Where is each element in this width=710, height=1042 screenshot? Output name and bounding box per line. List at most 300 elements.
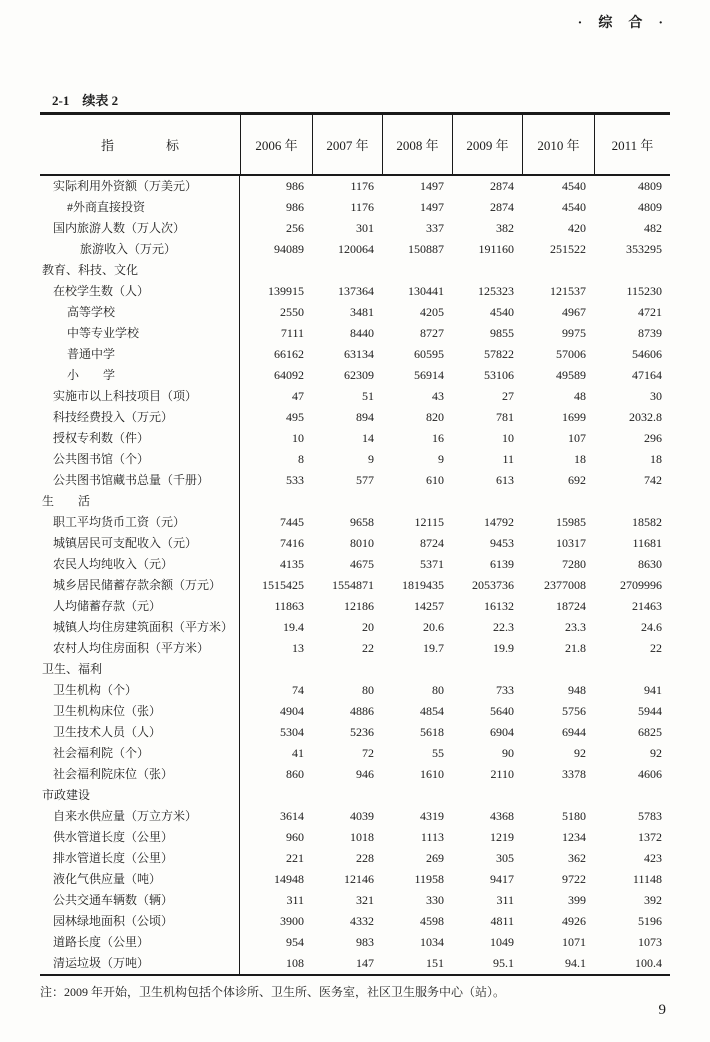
table-row	[40, 701, 670, 722]
cell-value: 22.3	[493, 620, 514, 634]
cell-value	[594, 659, 670, 680]
cell-value: 1219	[490, 830, 514, 844]
cell-value: 7280	[562, 557, 586, 571]
section-header-row	[40, 491, 670, 512]
cell-value: 64092	[274, 368, 304, 382]
row-label: 小 学	[40, 365, 240, 386]
cell-value: 6904	[490, 725, 514, 739]
row-label: 社会福利院床位（张）	[40, 764, 240, 785]
chapter-header: · 综 合 ·	[577, 16, 664, 31]
cell-value: 21463	[632, 599, 662, 613]
cell-value: 62309	[344, 368, 374, 382]
cell-value: 4904	[280, 704, 304, 718]
cell-value: 1018	[350, 830, 374, 844]
cell-value: 9453	[490, 536, 514, 550]
cell-value: 12186	[344, 599, 374, 613]
cell-value: 14792	[484, 515, 514, 529]
row-label: 中等专业学校	[40, 323, 240, 344]
cell-value: 4205	[420, 305, 444, 319]
cell-value: 1372	[638, 830, 662, 844]
cell-value: 95.1	[493, 956, 514, 970]
cell-value: 21.8	[565, 641, 586, 655]
row-label: 道路长度（公里）	[40, 932, 240, 953]
cell-value: 8739	[638, 326, 662, 340]
cell-value: 94.1	[565, 956, 586, 970]
cell-value: 781	[496, 410, 514, 424]
cell-value: 14257	[414, 599, 444, 613]
table-row	[40, 512, 670, 533]
cell-value: 92	[650, 746, 662, 760]
cell-value: 18724	[556, 599, 586, 613]
cell-value: 3900	[280, 914, 304, 928]
year-header-cell: 2011 年	[594, 115, 670, 174]
table-row	[40, 806, 670, 827]
cell-value: 1497	[420, 200, 444, 214]
row-label: 国内旅游人数（万人次）	[40, 218, 240, 239]
table-row	[40, 176, 670, 197]
statistics-table	[40, 112, 670, 976]
cell-value: 5944	[638, 704, 662, 718]
cell-value: 80	[362, 683, 374, 697]
cell-value: 1176	[350, 179, 374, 193]
row-label: 旅游收入（万元）	[40, 239, 240, 260]
table-row	[40, 596, 670, 617]
cell-value: 4675	[350, 557, 374, 571]
cell-value	[382, 785, 452, 806]
table-row	[40, 197, 670, 218]
table-row	[40, 911, 670, 932]
cell-value: 2550	[280, 305, 304, 319]
table-row	[40, 428, 670, 449]
year-header-cell: 2008 年	[382, 115, 452, 174]
row-label: 卫生机构床位（张）	[40, 701, 240, 722]
cell-value: 139915	[268, 284, 304, 298]
cell-value: 5783	[638, 809, 662, 823]
cell-value: 23.3	[565, 620, 586, 634]
cell-value: 10	[502, 431, 514, 445]
cell-value: 22	[362, 641, 374, 655]
row-label: 在校学生数（人）	[40, 281, 240, 302]
cell-value: 860	[286, 767, 304, 781]
row-label: 园林绿地面积（公顷）	[40, 911, 240, 932]
cell-value: 4332	[350, 914, 374, 928]
table-row	[40, 890, 670, 911]
cell-value: 1497	[420, 179, 444, 193]
cell-value: 11148	[632, 872, 662, 886]
cell-value: 4854	[420, 704, 444, 718]
table-row	[40, 386, 670, 407]
row-label: 液化气供应量（吨）	[40, 869, 240, 890]
row-label: 生 活	[40, 491, 240, 512]
cell-value: 6825	[638, 725, 662, 739]
page-number: 9	[658, 1002, 666, 1018]
cell-value: 1819435	[402, 578, 444, 592]
cell-value: 9658	[350, 515, 374, 529]
cell-value: 1034	[420, 935, 444, 949]
cell-value: 2709996	[620, 578, 662, 592]
cell-value: 4721	[638, 305, 662, 319]
cell-value: 13	[292, 641, 304, 655]
cell-value: 311	[496, 893, 514, 907]
cell-value: 392	[644, 893, 662, 907]
row-label: 人均储蓄存款（元）	[40, 596, 240, 617]
table-header-row	[40, 112, 670, 176]
cell-value: 4606	[638, 767, 662, 781]
cell-value: 47	[292, 389, 304, 403]
table-row	[40, 869, 670, 890]
cell-value: 90	[502, 746, 514, 760]
cell-value: 12115	[414, 515, 444, 529]
cell-value: 11	[502, 452, 514, 466]
cell-value	[312, 260, 382, 281]
year-header-cell: 2006 年	[240, 115, 312, 174]
cell-value: 18	[574, 452, 586, 466]
cell-value	[522, 491, 594, 512]
cell-value: 9	[368, 452, 374, 466]
cell-value: 4039	[350, 809, 374, 823]
cell-value: 353295	[626, 242, 662, 256]
cell-value: 5236	[350, 725, 374, 739]
table-row	[40, 848, 670, 869]
cell-value: 362	[568, 851, 586, 865]
cell-value: 4540	[562, 179, 586, 193]
cell-value: 56914	[414, 368, 444, 382]
cell-value: 27	[502, 389, 514, 403]
cell-value: 1073	[638, 935, 662, 949]
cell-value: 92	[574, 746, 586, 760]
cell-value: 4967	[562, 305, 586, 319]
table-row	[40, 302, 670, 323]
cell-value: 4809	[638, 200, 662, 214]
cell-value: 74	[292, 683, 304, 697]
cell-value: 2874	[490, 200, 514, 214]
cell-value: 125323	[478, 284, 514, 298]
year-header-cell: 2009 年	[452, 115, 522, 174]
table-row	[40, 827, 670, 848]
cell-value: 5371	[420, 557, 444, 571]
cell-value: 51	[362, 389, 374, 403]
row-label: 公共交通车辆数（辆）	[40, 890, 240, 911]
cell-value: 8010	[350, 536, 374, 550]
cell-value: 4540	[490, 305, 514, 319]
cell-value: 4319	[420, 809, 444, 823]
cell-value	[452, 260, 522, 281]
cell-value: 941	[644, 683, 662, 697]
cell-value: 115230	[626, 284, 662, 298]
cell-value: 11958	[414, 872, 444, 886]
table-row	[40, 344, 670, 365]
row-label: 公共图书馆藏书总量（千册）	[40, 470, 240, 491]
cell-value: 47164	[632, 368, 662, 382]
table-row	[40, 722, 670, 743]
cell-value: 2032.8	[629, 410, 662, 424]
cell-value: 4809	[638, 179, 662, 193]
cell-value: 9417	[490, 872, 514, 886]
row-label: 自来水供应量（万立方米）	[40, 806, 240, 827]
cell-value: 3378	[562, 767, 586, 781]
cell-value	[240, 491, 312, 512]
row-label: 城镇居民可支配收入（元）	[40, 533, 240, 554]
cell-value: 57006	[556, 347, 586, 361]
cell-value: 60595	[414, 347, 444, 361]
cell-value	[594, 785, 670, 806]
cell-value: 1071	[562, 935, 586, 949]
indicator-header-cell: 指 标	[100, 138, 179, 153]
cell-value: 533	[286, 473, 304, 487]
cell-value: 9722	[562, 872, 586, 886]
cell-value: 1515425	[262, 578, 304, 592]
cell-value: 4368	[490, 809, 514, 823]
cell-value: 43	[432, 389, 444, 403]
table-row	[40, 764, 670, 785]
cell-value: 54606	[632, 347, 662, 361]
year-header-cell: 2007 年	[312, 115, 382, 174]
cell-value: 5304	[280, 725, 304, 739]
row-label: 城乡居民储蓄存款余额（万元）	[40, 575, 240, 596]
section-header-row	[40, 659, 670, 680]
cell-value: 399	[568, 893, 586, 907]
section-header-row	[40, 260, 670, 281]
cell-value: 55	[432, 746, 444, 760]
cell-value: 14	[362, 431, 374, 445]
cell-value: 5640	[490, 704, 514, 718]
cell-value: 22	[650, 641, 662, 655]
cell-value: 820	[426, 410, 444, 424]
cell-value: 986	[286, 200, 304, 214]
row-label: 职工平均货币工资（元）	[40, 512, 240, 533]
cell-value: 4886	[350, 704, 374, 718]
cell-value: 72	[362, 746, 374, 760]
year-header-cell: 2010 年	[522, 115, 594, 174]
cell-value: 6944	[562, 725, 586, 739]
cell-value: 692	[568, 473, 586, 487]
table-row	[40, 281, 670, 302]
table-row	[40, 449, 670, 470]
cell-value: 8	[298, 452, 304, 466]
cell-value: 18	[650, 452, 662, 466]
cell-value: 3481	[350, 305, 374, 319]
row-label: 社会福利院（个）	[40, 743, 240, 764]
cell-value: 137364	[338, 284, 374, 298]
cell-value: 482	[644, 221, 662, 235]
table-row	[40, 323, 670, 344]
cell-value: 66162	[274, 347, 304, 361]
cell-value: 321	[356, 893, 374, 907]
table-row	[40, 680, 670, 701]
cell-value: 130441	[408, 284, 444, 298]
row-label: 授权专利数（件）	[40, 428, 240, 449]
cell-value	[452, 785, 522, 806]
cell-value: 11863	[274, 599, 304, 613]
cell-value: 120064	[338, 242, 374, 256]
table-row	[40, 470, 670, 491]
cell-value: 733	[496, 683, 514, 697]
cell-value: 983	[356, 935, 374, 949]
cell-value: 4135	[280, 557, 304, 571]
table-caption: 2-1 续表 2	[52, 93, 119, 108]
cell-value: 1049	[490, 935, 514, 949]
cell-value	[452, 491, 522, 512]
cell-value: 8630	[638, 557, 662, 571]
cell-value	[382, 659, 452, 680]
cell-value: 11681	[632, 536, 662, 550]
cell-value: 301	[356, 221, 374, 235]
row-label: 公共图书馆（个）	[40, 449, 240, 470]
cell-value	[594, 260, 670, 281]
cell-value: 2110	[490, 767, 514, 781]
table-body	[40, 176, 670, 976]
cell-value: 30	[650, 389, 662, 403]
table-row	[40, 932, 670, 953]
cell-value: 2377008	[544, 578, 586, 592]
cell-value: 5618	[420, 725, 444, 739]
cell-value: 4926	[562, 914, 586, 928]
cell-value: 311	[286, 893, 304, 907]
table-note: 注：2009 年开始，卫生机构包括个体诊所、卫生所、医务室，社区卫生服务中心（站）。	[40, 985, 506, 999]
table-row	[40, 533, 670, 554]
cell-value: 20	[362, 620, 374, 634]
cell-value: 742	[644, 473, 662, 487]
cell-value: 1176	[350, 200, 374, 214]
cell-value	[522, 659, 594, 680]
cell-value: 269	[426, 851, 444, 865]
cell-value: 251522	[550, 242, 586, 256]
cell-value: 9855	[490, 326, 514, 340]
cell-value: 894	[356, 410, 374, 424]
cell-value: 57822	[484, 347, 514, 361]
cell-value	[522, 260, 594, 281]
row-label: 农村人均住房面积（平方米）	[40, 638, 240, 659]
row-label: 高等学校	[40, 302, 240, 323]
section-header-row	[40, 785, 670, 806]
cell-value: 19.9	[493, 641, 514, 655]
cell-value: 330	[426, 893, 444, 907]
cell-value: 954	[286, 935, 304, 949]
cell-value: 7111	[280, 326, 304, 340]
row-label: 清运垃圾（万吨）	[40, 953, 240, 974]
row-label: 农民人均纯收入（元）	[40, 554, 240, 575]
row-label: 实际利用外资额（万美元）	[40, 176, 240, 197]
cell-value: 16132	[484, 599, 514, 613]
cell-value: 1610	[420, 767, 444, 781]
cell-value: 382	[496, 221, 514, 235]
cell-value: 221	[286, 851, 304, 865]
cell-value	[594, 491, 670, 512]
cell-value: 53106	[484, 368, 514, 382]
cell-value: 3614	[280, 809, 304, 823]
row-label: 卫生技术人员（人）	[40, 722, 240, 743]
row-label: 排水管道长度（公里）	[40, 848, 240, 869]
cell-value: 41	[292, 746, 304, 760]
cell-value: 2053736	[472, 578, 514, 592]
cell-value: 19.7	[423, 641, 444, 655]
table-row	[40, 365, 670, 386]
cell-value: 24.6	[641, 620, 662, 634]
cell-value: 9975	[562, 326, 586, 340]
table-row	[40, 617, 670, 638]
cell-value: 121537	[550, 284, 586, 298]
cell-value: 5756	[562, 704, 586, 718]
cell-value: 12146	[344, 872, 374, 886]
cell-value: 18582	[632, 515, 662, 529]
cell-value: 15985	[556, 515, 586, 529]
row-label: 教育、科技、文化	[40, 260, 240, 281]
cell-value	[240, 260, 312, 281]
cell-value: 296	[644, 431, 662, 445]
cell-value: 1113	[420, 830, 444, 844]
cell-value: 948	[568, 683, 586, 697]
row-label: 科技经费投入（万元）	[40, 407, 240, 428]
cell-value: 10	[292, 431, 304, 445]
table-row	[40, 239, 670, 260]
table-row	[40, 743, 670, 764]
cell-value: 19.4	[283, 620, 304, 634]
row-label: #外商直接投资	[40, 197, 240, 218]
row-label: 卫生、福利	[40, 659, 240, 680]
cell-value	[312, 491, 382, 512]
row-label: 实施市以上科技项目（项）	[40, 386, 240, 407]
cell-value: 1699	[562, 410, 586, 424]
cell-value: 613	[496, 473, 514, 487]
cell-value: 16	[432, 431, 444, 445]
cell-value: 2874	[490, 179, 514, 193]
cell-value: 946	[356, 767, 374, 781]
cell-value: 191160	[478, 242, 514, 256]
cell-value: 420	[568, 221, 586, 235]
cell-value: 63134	[344, 347, 374, 361]
cell-value: 80	[432, 683, 444, 697]
cell-value: 49589	[556, 368, 586, 382]
table-row	[40, 953, 670, 974]
cell-value: 20.6	[423, 620, 444, 634]
cell-value: 337	[426, 221, 444, 235]
row-label: 普通中学	[40, 344, 240, 365]
cell-value	[312, 785, 382, 806]
table-row	[40, 554, 670, 575]
cell-value: 100.4	[635, 956, 662, 970]
cell-value: 577	[356, 473, 374, 487]
cell-value: 7445	[280, 515, 304, 529]
cell-value: 48	[574, 389, 586, 403]
cell-value: 9	[438, 452, 444, 466]
row-label: 卫生机构（个）	[40, 680, 240, 701]
cell-value: 4598	[420, 914, 444, 928]
row-label: 城镇人均住房建筑面积（平方米）	[40, 617, 240, 638]
cell-value: 495	[286, 410, 304, 424]
cell-value	[240, 659, 312, 680]
cell-value: 108	[286, 956, 304, 970]
table-row	[40, 218, 670, 239]
cell-value: 7416	[280, 536, 304, 550]
cell-value	[382, 491, 452, 512]
cell-value: 423	[644, 851, 662, 865]
cell-value: 8727	[420, 326, 444, 340]
cell-value: 4811	[490, 914, 514, 928]
cell-value: 610	[426, 473, 444, 487]
cell-value: 151	[426, 956, 444, 970]
row-label: 市政建设	[40, 785, 240, 806]
cell-value: 94089	[274, 242, 304, 256]
table-row	[40, 407, 670, 428]
cell-value: 1234	[562, 830, 586, 844]
cell-value: 5180	[562, 809, 586, 823]
table-row	[40, 638, 670, 659]
cell-value: 986	[286, 179, 304, 193]
cell-value: 107	[568, 431, 586, 445]
cell-value	[312, 659, 382, 680]
row-label: 供水管道长度（公里）	[40, 827, 240, 848]
cell-value: 228	[356, 851, 374, 865]
